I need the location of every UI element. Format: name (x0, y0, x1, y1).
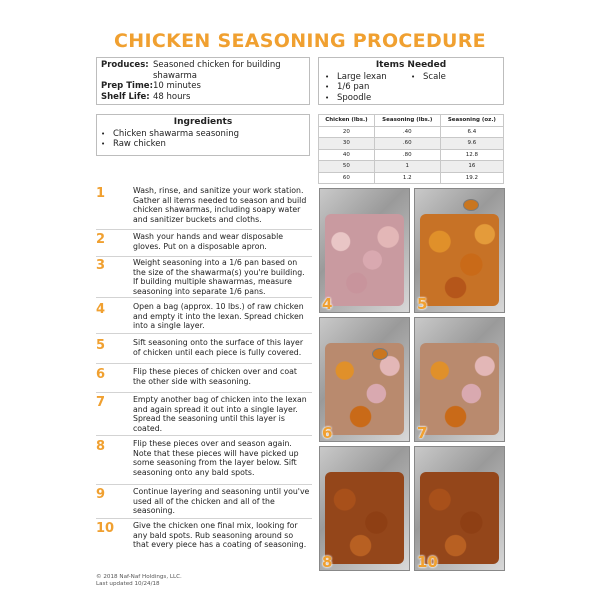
table-cell: 19.2 (440, 172, 503, 184)
step-7 (96, 395, 312, 436)
table-header: Seasoning (lbs.) (374, 115, 440, 127)
step-10 (96, 521, 312, 563)
photo-step-8 (319, 446, 410, 571)
photo-number: 6 (322, 424, 333, 442)
step-number: 1 (96, 186, 106, 201)
ingredients-heading: Ingredients (173, 117, 233, 127)
photo-number: 10 (417, 553, 438, 571)
chicken-image (420, 214, 498, 306)
footer (96, 574, 182, 588)
step-number: 9 (96, 487, 106, 502)
photo-number: 7 (417, 424, 428, 442)
step-5 (96, 338, 312, 364)
photo-number: 8 (322, 553, 333, 571)
table-cell: .40 (374, 126, 440, 138)
info-box (96, 57, 310, 105)
needed-item: • 1/6 pan (325, 82, 411, 93)
needed-item: • Scale (411, 72, 497, 83)
table-header: Seasoning (oz.) (440, 115, 503, 127)
table-header: Chicken (lbs.) (319, 115, 375, 127)
photo-step-7 (414, 317, 505, 442)
table-row (319, 138, 504, 150)
step-text: Wash, rinse, and sanitize your work station. Gather all items needed to season and build chicken shawarmas, including soapy water and sanitizer buckets and cloths. (133, 186, 307, 224)
chicken-image (420, 343, 498, 435)
step-text: Flip these pieces of chicken over and coat the other side with seasoning. (133, 367, 297, 386)
step-3 (96, 258, 312, 298)
shelf-life-row (101, 92, 305, 103)
table-row (319, 149, 504, 161)
photo-step-6 (319, 317, 410, 442)
step-number: 7 (96, 395, 106, 410)
items-needed-box (318, 57, 504, 105)
spoodle-icon (463, 199, 479, 211)
table-row (319, 172, 504, 184)
table-cell: 60 (319, 172, 375, 184)
prep-time-row (101, 81, 305, 92)
photo-number: 4 (322, 295, 333, 313)
spoodle-icon (372, 348, 388, 360)
table-cell: .60 (374, 138, 440, 150)
chicken-image (325, 472, 403, 564)
step-number: 2 (96, 232, 106, 247)
ingredient-item: • Raw chicken (101, 139, 305, 150)
produces-row (101, 60, 305, 81)
step-number: 5 (96, 338, 106, 353)
table-cell: 40 (319, 149, 375, 161)
chicken-image (420, 472, 498, 564)
photo-number: 5 (417, 295, 428, 313)
step-6 (96, 367, 312, 393)
copyright-text: © 2018 Naf-Naf Holdings, LLC. (96, 574, 182, 580)
shelf-life-label: Shelf Life: (101, 91, 150, 102)
step-number: 8 (96, 439, 106, 454)
last-updated-text: Last updated 10/24/18 (96, 580, 160, 587)
table-row (319, 126, 504, 138)
step-1 (96, 186, 312, 230)
table-header-row (319, 115, 504, 127)
step-number: 10 (96, 521, 115, 536)
step-text: Sift seasoning onto the surface of this layer of chicken until each piece is fully covered. (133, 338, 304, 357)
shelf-life-value: 48 hours (153, 91, 191, 102)
photo-step-5 (414, 188, 505, 313)
step-2 (96, 232, 312, 257)
items-needed-heading: Items Needed (375, 60, 447, 70)
step-9 (96, 487, 312, 519)
table-cell: 30 (319, 138, 375, 150)
step-4 (96, 302, 312, 334)
step-text: Flip these pieces over and season again. Note that these pieces will have picked up some seasoning from the layer below. Sift seasoning onto any bald spots. (133, 439, 299, 477)
prep-time-value: 10 minutes (153, 81, 201, 91)
table-cell: .80 (374, 149, 440, 161)
table-cell: 1.2 (374, 172, 440, 184)
chicken-image (325, 343, 403, 435)
photo-step-4 (319, 188, 410, 313)
table-cell: 6.4 (440, 126, 503, 138)
chicken-image (325, 214, 403, 306)
ingredients-box (96, 114, 310, 156)
step-text: Empty another bag of chicken into the lexan and again spread it out into a single layer. Spread the seasoning until this layer is coated. (133, 395, 307, 433)
table-cell: 16 (440, 161, 503, 173)
step-text: Wash your hands and wear disposable gloves. Put on a disposable apron. (133, 232, 284, 251)
produces-label: Produces: (101, 60, 149, 70)
step-number: 4 (96, 302, 106, 317)
table-row (319, 161, 504, 173)
produces-value: Seasoned chicken for building shawarma (153, 60, 281, 81)
step-number: 3 (96, 258, 106, 273)
table-cell: 12.8 (440, 149, 503, 161)
ingredient-item: • Chicken shawarma seasoning (101, 129, 305, 140)
step-text: Open a bag (approx. 10 lbs.) of raw chicken and empty it into the lexan. Spread chicken into a single layer. (133, 302, 304, 331)
table-cell: 50 (319, 161, 375, 173)
seasoning-table (318, 114, 504, 184)
photo-step-10 (414, 446, 505, 571)
table-cell: 9.6 (440, 138, 503, 150)
needed-item: • Large lexan (325, 72, 411, 83)
page-title: CHICKEN SEASONING PROCEDURE (114, 30, 486, 52)
step-text: Continue layering and seasoning until you've used all of the chicken and all of the seasoning. (133, 487, 310, 516)
prep-time-label: Prep Time: (101, 81, 153, 91)
needed-item: • Spoodle (325, 93, 411, 104)
step-text: Weight seasoning into a 1/6 pan based on the size of the shawarma(s) you're building. If building multiple shawarmas, measure seasoning into separate 1/6 pans. (133, 258, 305, 296)
step-text: Give the chicken one final mix, looking for any bald spots. Rub seasoning around so that every piece has a coating of seasoning. (133, 521, 307, 550)
step-8 (96, 439, 312, 485)
table-cell: 20 (319, 126, 375, 138)
step-number: 6 (96, 367, 106, 382)
table-cell: 1 (374, 161, 440, 173)
